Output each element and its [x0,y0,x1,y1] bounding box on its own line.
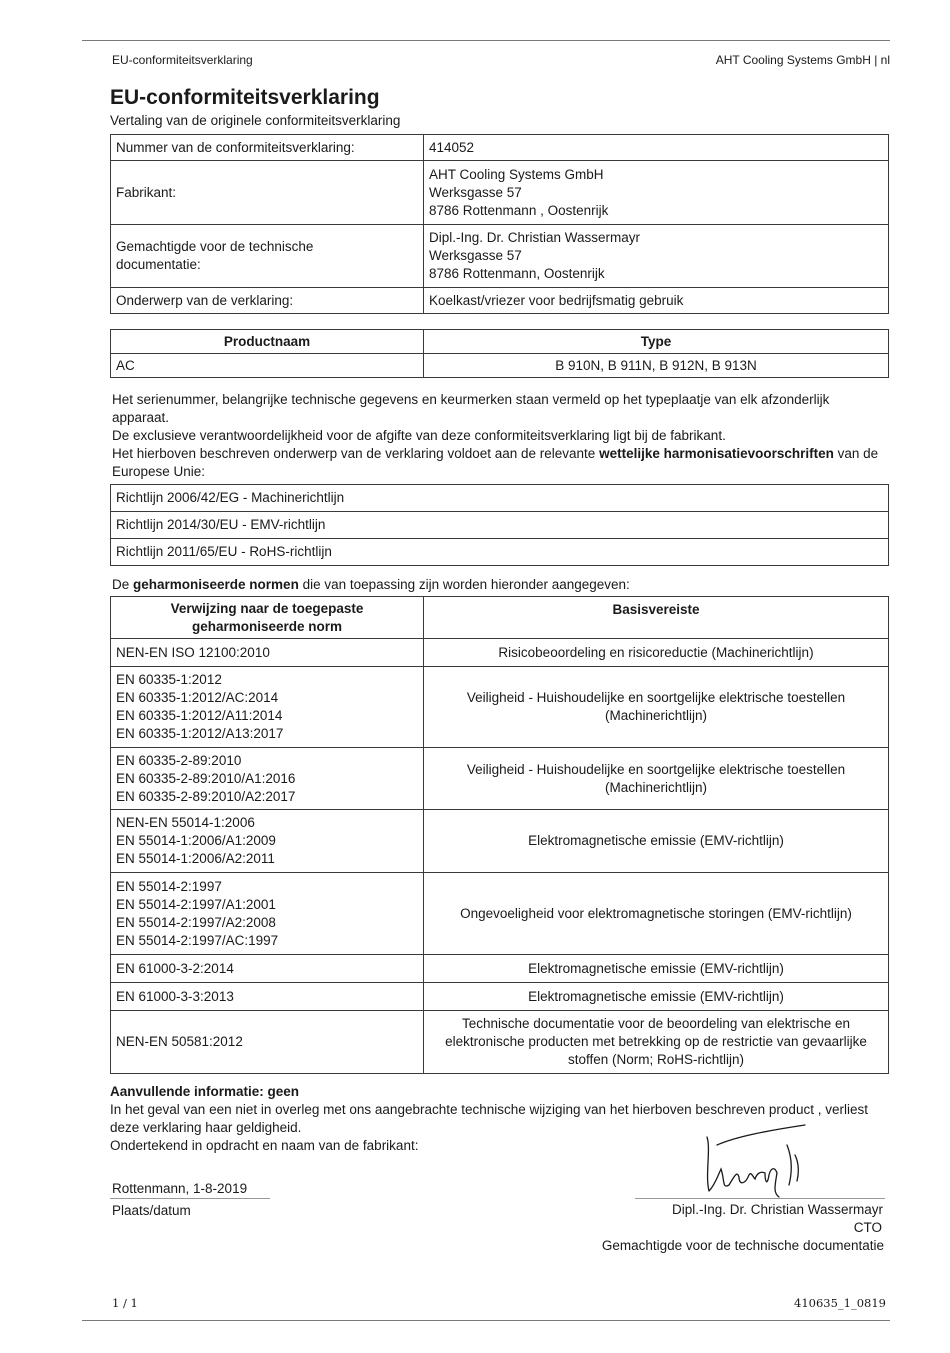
document-code: 410635_1_0819 [794,1296,886,1310]
signature-line [635,1198,885,1199]
norm-line: EN 61000-3-3:2013 [116,988,234,1004]
norms-row [111,1011,889,1074]
norms-row [111,955,889,983]
place-date-line [110,1198,270,1199]
directive: Richtlijn 2011/65/EU - RoHS-richtlijn [111,539,889,566]
paragraph-harmonisation [112,445,890,481]
norms-intro [112,576,630,594]
signatory-function: Gemachtigde voor de technische documentatie [601,1238,884,1253]
info-value [424,135,889,161]
additional-heading: Aanvullende informatie: geen [110,1084,300,1099]
info-row [111,288,889,314]
directive: Richtlijn 2014/30/EU - EMV-richtlijn [111,512,889,539]
info-value [424,225,889,288]
norm-reference-header-text: Verwijzing naar de toegepaste geharmoniseerde norm [170,600,364,634]
norms-row [111,667,889,748]
paragraph-text: Het hierboven beschreven onderwerp van de verklaring voldoet aan de relevante [112,446,600,461]
product-name-header: Productnaam [111,330,424,354]
info-value [424,288,889,314]
norms-header-row [111,597,889,639]
intro-text: die van toepassing zijn worden hieronder aangegeven: [298,577,630,592]
norms-row [111,748,889,810]
norms-row [111,983,889,1011]
norm-line: NEN-EN 50581:2012 [116,1034,243,1049]
info-row [111,135,889,161]
norms-row [111,810,889,873]
paragraph-text: van de Europese Unie: [112,446,879,479]
norm-line: NEN-EN 55014-1:2006 [116,815,255,830]
info-value-line: Koelkast/vriezer voor bedrijfsmatig gebruik [429,292,684,308]
product-table [110,329,889,378]
norm-line: EN 61000-3-2:2014 [116,960,234,976]
place-date: Rottenmann, 1-8-2019 [112,1181,248,1196]
info-label: Fabrikant: [111,161,424,225]
norm-line: EN 55014-2:1997 [116,878,222,894]
info-value-line: AHT Cooling Systems GmbH [429,166,604,182]
norm-reference [111,810,424,873]
norm-line: EN 60335-1:2012/A11:2014 [116,708,283,723]
place-date-label: Plaats/datum [112,1203,191,1218]
norm-reference [111,873,424,955]
basic-requirement: Risicobeoordeling en risicoreductie (Machinerichtlijn) [424,639,889,667]
paragraph-serial: Het serienummer, belangrijke technische gegevens en keurmerken staan vermeld op het typeplaatje van elk afzonderlijk apparaat. [112,392,830,425]
norm-line: EN 55014-1:2006/A1:2009 [116,833,276,848]
signed-statement: Ondertekend in opdracht en naam van de fabrikant: [110,1138,419,1153]
directive-row [111,512,889,539]
info-value-line: 414052 [429,139,475,155]
top-rule [82,40,890,41]
info-value-line: Werksgasse 57 [429,248,522,263]
norm-line: EN 60335-2-89:2010/A2:2017 [116,788,296,804]
info-label: Onderwerp van de verklaring: [111,288,424,314]
basic-requirement: Technische documentatie voor de beoordeling van elektrische en elektronische producten met betrekking op de restrictie van gevaarlijke stoffen (Norm; RoHS-richtlijn) [424,1011,889,1074]
document-title: EU-conformiteitsverklaring [110,86,380,109]
basic-requirement: Elektromagnetische emissie (EMV-richtlijn) [424,955,889,983]
basic-requirement: Veiligheid - Huishoudelijke en soortgelijke elektrische toestellen (Machinerichtlijn) [424,748,889,810]
info-table [110,134,889,314]
norm-line: EN 60335-2-89:2010 [116,752,242,768]
header-right: AHT Cooling Systems GmbH | nl [715,53,890,67]
document-subtitle: Vertaling van de originele conformiteitsverklaring [110,113,401,128]
norm-reference [111,748,424,810]
norm-line: EN 55014-2:1997/AC:1997 [116,932,279,948]
info-value-line: Dipl.-Ing. Dr. Christian Wassermayr [429,230,641,245]
product-row [111,354,889,378]
info-value-line: Werksgasse 57 [429,184,522,200]
basic-requirement: Elektromagnetische emissie (EMV-richtlijn) [424,983,889,1011]
paragraph-bold: wettelijke harmonisatievoorschriften [599,446,834,461]
signatory-name: Dipl.-Ing. Dr. Christian Wassermayr [671,1202,883,1217]
norm-line: EN 60335-2-89:2010/A1:2016 [116,770,296,786]
norm-line: NEN-EN ISO 12100:2010 [116,644,270,660]
norm-reference [111,955,424,983]
norm-line: EN 60335-1:2012/A13:2017 [116,726,284,741]
product-type: B 910N, B 911N, B 912N, B 913N [424,354,889,378]
norm-line: EN 55014-2:1997/A2:2008 [116,914,276,930]
norm-line: EN 55014-2:1997/A1:2001 [116,896,276,912]
basic-requirement-header: Basisvereiste [424,597,889,639]
intro-bold: geharmoniseerde normen [133,577,299,592]
header-left: EU-conformiteitsverklaring [112,53,253,67]
info-value-line: 8786 Rottenmann, Oostenrijk [429,266,605,281]
info-label [111,225,424,288]
info-row [111,161,889,225]
additional-text: In het geval van een niet in overleg met ons aangebrachte technische wijziging van het hierboven beschreven product , verliest deze verklaring haar geldigheid. [110,1102,868,1135]
product-header-row [111,330,889,354]
norms-table [110,596,889,1074]
norm-reference [111,667,424,748]
info-value [424,161,889,225]
product-name: AC [111,354,424,378]
info-label-text: Gemachtigde voor de technische documentatie: [116,239,314,272]
norm-line: EN 60335-1:2012/AC:2014 [116,690,279,705]
directive: Richtlijn 2006/42/EG - Machinerichtlijn [111,485,889,512]
norm-reference [111,639,424,667]
basic-requirement: Ongevoeligheid voor elektromagnetische storingen (EMV-richtlijn) [424,873,889,955]
norm-reference [111,1011,424,1074]
handwritten-signature [695,1115,815,1200]
bottom-rule [82,1320,890,1321]
norm-line: EN 55014-1:2006/A2:2011 [116,851,275,866]
basic-requirement: Veiligheid - Huishoudelijke en soortgelijke elektrische toestellen (Machinerichtlijn) [424,667,889,748]
info-label: Nummer van de conformiteitsverklaring: [111,135,424,161]
norms-row [111,639,889,667]
directives-table [110,484,889,566]
info-row [111,225,889,288]
info-value-line: 8786 Rottenmann , Oostenrijk [429,202,609,218]
directive-row [111,539,889,566]
product-type-header: Type [424,330,889,354]
norm-reference [111,983,424,1011]
norm-line: EN 60335-1:2012 [116,672,222,687]
directive-row [111,485,889,512]
paragraph-responsibility: De exclusieve verantwoordelijkheid voor de afgifte van deze conformiteitsverklaring ligt bij de fabrikant. [112,428,726,443]
signatory-role: CTO [853,1220,882,1235]
norms-row [111,873,889,955]
intro-text: De [112,577,134,592]
page-number: 1 / 1 [112,1296,138,1310]
basic-requirement: Elektromagnetische emissie (EMV-richtlijn) [424,810,889,873]
norm-reference-header [111,597,424,639]
